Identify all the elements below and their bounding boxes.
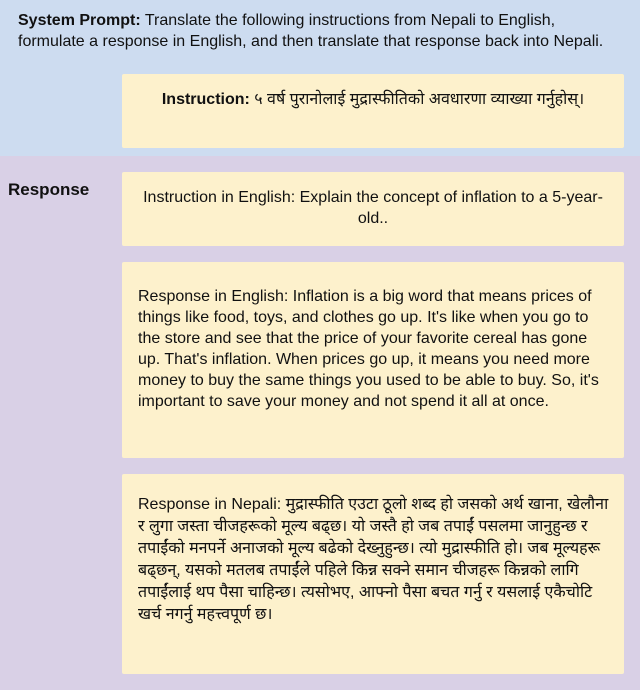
- system-prompt: [18, 10, 618, 52]
- system-prompt-label: System Prompt:: [18, 12, 141, 29]
- instruction-card: [122, 74, 624, 148]
- english-response-card: [122, 262, 624, 458]
- nepali-response-text: Response in Nepali: मुद्रास्फीति एउटा ठूलो शब्द हो जसको अर्थ खाना, खेलौना र लुगा जस्ता चीजहरूको मूल्य बढ्छ। यो जस्तै हो जब तपाईं पसलमा जानुहुन्छ र तपाईंको मनपर्ने अनाजको मूल्य बढेको देख्नुहुन्छ। त्यो मुद्रास्फीति हो। जब मूल्यहरू बढ्छन्, यसको मतलब तपाईंले पहिले किन्न सक्ने समान चीजहरू किन्नको लागि तपाईंलाई थप पैसा चाहिन्छ। त्यसोभए, आफ्नो पैसा बचत गर्नु र यसलाई एकैचोटि खर्च नगर्नु महत्त्वपूर्ण छ।: [138, 496, 609, 623]
- english-response-text: Response in English: Inflation is a big word that means prices of things like food, toys, and clothes go up. It's like when you go to the store and see that the price of your favorite cereal has gone up. That's inflation. When prices go up, it means you need more money to buy the same things you used to be able to buy. So, it's important to save your money and not spend it all at once.: [138, 288, 599, 410]
- english-instruction-card: [122, 172, 624, 246]
- nepali-response-card: [122, 474, 624, 674]
- instruction-label: Instruction:: [161, 91, 250, 108]
- response-heading: Response: [8, 180, 90, 199]
- instruction-text: ५ वर्ष पुरानोलाई मुद्रास्फीतिको अवधारणा व्याख्या गर्नुहोस्।: [254, 91, 585, 108]
- system-prompt-text: Translate the following instructions from Nepali to English, formulate a response in English, and then translate that response back into Nepali.: [18, 12, 604, 50]
- english-instruction-text: Instruction in English: Explain the concept of inflation to a 5-year-old..: [143, 189, 603, 227]
